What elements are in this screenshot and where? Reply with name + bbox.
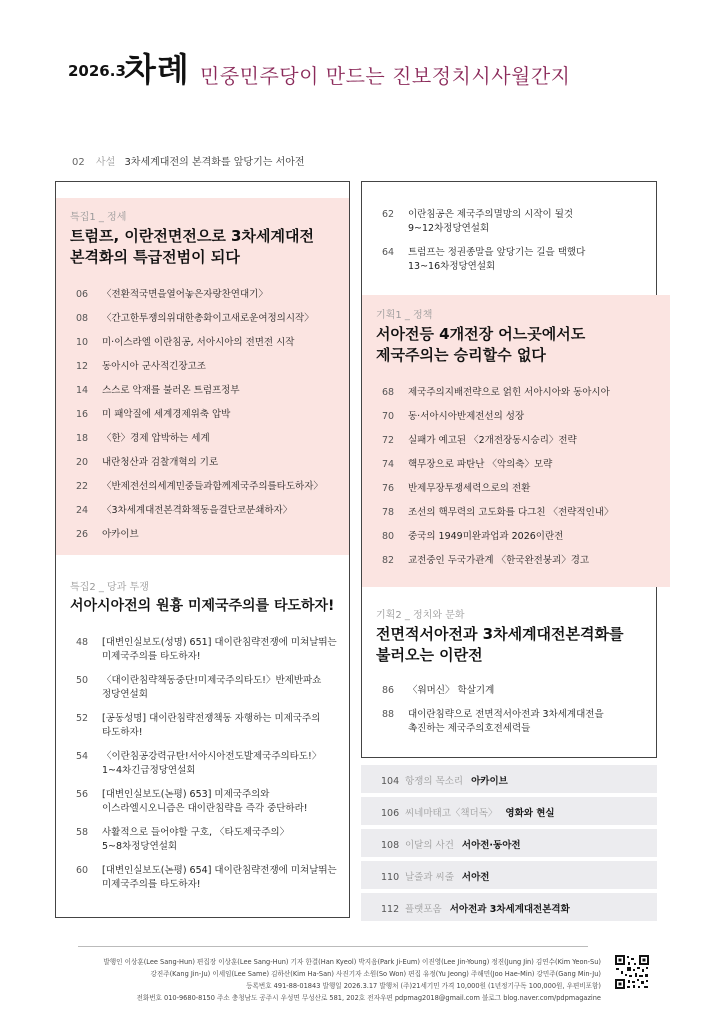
column-entry[interactable]: 110 날줄과 씨줄 서아전	[381, 872, 490, 883]
column-entry[interactable]: 112 플랫포옴 서아전과 3차세계대전본격화	[381, 904, 570, 915]
page-title: 차례	[124, 50, 190, 89]
plan1-label: 기획1 _ 정책	[376, 310, 433, 321]
special2-label: 특집2 _ 당과 투쟁	[70, 582, 149, 593]
column-entry[interactable]: 104 항쟁의 목소리 아카이브	[381, 776, 508, 787]
footer-credits-1: 발행인 이상훈(Lee Sang-Hun) 편집장 이상훈(Lee Sang-Hun) 기자 한결(Han Kyeol) 박지음(Park Ji-Eum) 이진영(Lee Jin-Young) 정진(Jung Jin) 김연수(Kim Yeon-Su)	[103, 958, 601, 966]
column-entry[interactable]: 108 이달의 사건 서아전·동아전	[381, 840, 521, 851]
editorial-page: 02	[72, 157, 85, 168]
left-panel: 특집1 _ 정세 트럼프, 이란전면전으로 3차세계대전 본격화의 특급전범이 되다 06 〈전환적국면을열어놓은자랑찬연대기〉 08 〈간고한투쟁의위대한총화이고새로운여정의시작〉 10 미·이스라엘 이란침공, 서아시아의 전면전 시작 12 동아시아 군사적긴장고조 14 스스로 악재를 불러온 트럼프정부 16 미 패악질에 세계경제위축 압박 18 〈한〉경제 압박하는 세계 20 내란청산과 검찰개혁의 기로 22 〈반제전선의세계민중들과함께제국주의를타도하자〉 24 〈3차세계대전본격화책동을결단코분쇄하자〉 26 아카이브 특집2 _ 당과 투쟁 서아시아전의 원흉 미제국주의를 타도하자! 48 [대변인실보도(성명) 651] 대이란침략전쟁에 미쳐날뛰는 미제국주의를 타도하자! 50 〈대이란침략책동중단!미제국주의타도!〉반제반파쇼 정당연설회 52 [공동성명] 대이란침략전쟁책동 자행하는 미제국주의 타도하자! 54 〈이란침공강력규탄!서아시아전도발제국주의타도!〉 1~4차긴급정당연설회 56 [대변인실보도(논평) 653] 미제국주의와 이스라엘시오니즘은 대이란침략을 즉각 중단하라! 58 사활적으로 들어야할 구호, 〈타도제국주의〉 5~8차정당연설회 60 [대변인실보도(논평) 654] 대이란침략전쟁에 미쳐날뛰는 미제국주의를 타도하자!	[55, 181, 350, 918]
footer-credits-2: 강진주(Kang Jin-Ju) 이세임(Lee Same) 김하산(Kim Ha-San) 사진기자 소원(So Won) 편집 유정(Yu Jeong) 주해민(Joo Hae-Min) 강민주(Gang Min-Ju)	[150, 970, 601, 978]
column-entry[interactable]: 106 씨네마태고〈책더독〉 영화와 현실	[381, 808, 555, 819]
qr-code-icon	[614, 954, 650, 990]
special1-label: 특집1 _ 정세	[70, 212, 127, 223]
editorial-section: 사설	[95, 157, 116, 168]
special2-headline: 서아시아전의 원흉 미제국주의를 타도하자!	[70, 598, 335, 614]
plan1-headline: 서아전등 4개전장 어느곳에서도 제국주의는 승리할수 없다	[376, 325, 586, 364]
plan2-headline: 전면적서아전과 3차세계대전본격화를 불러오는 이란전	[376, 625, 624, 664]
special1-headline: 트럼프, 이란전면전으로 3차세계대전 본격화의 특급전범이 되다	[70, 227, 314, 266]
footer-contact: 전화번호 010-9680-8150 주소 충청남도 공주시 우성면 무성산로 581, 202호 전자우편 pdpmag2018@gmail.com 블로그 blog.naver.com/pdpmagazine	[136, 994, 601, 1002]
right-panel: 62 이란침공은 제국주의멸망의 시작이 될것 9~12차정당연설회 64 트럼프는 정권종말을 앞당기는 길을 택했다 13~16차정당연설회 기획1 _ 정책 서아전등 4개전장 어느곳에서도 제국주의는 승리할수 없다 68 제국주의지배전략으로 얽힌 서아시아와 동아시아 70 동·서아시아반제전선의 성장 72 실패가 예고된 〈2개전장동시승리〉전략 74 핵무장으로 파탄난 〈악의축〉모략 76 반제무장투쟁세력으로의 전환 78 조선의 핵무력의 고도화를 다그친 〈전략적인내〉 80 중국의 1949미완과업과 2026이란전 82 교전중인 두국가관계 〈한국완전붕괴〉경고 기획2 _ 정치와 문화 전면적서아전과 3차세계대전본격화를 불러오는 이란전 86 〈워머신〉 학살기계 88 대이란침략으로 전면적서아전과 3차세계대전을 촉진하는 제국주의호전세력들	[361, 181, 657, 758]
editorial-entry[interactable]	[72, 153, 305, 168]
footer-divider	[78, 946, 588, 947]
plan2-label: 기획2 _ 정치와 문화	[376, 610, 465, 621]
footer-registration: 등록번호 491-88-01843 발행일 2026.3.17 발행처 (주)21세기민 가격 10,000원 (1년정기구독 100,000원, 우편비포함)	[246, 982, 601, 990]
issue-date: 2026.3	[68, 62, 126, 80]
magazine-tagline: 민중민주당이 만드는 진보정치시사월간지	[200, 64, 571, 88]
editorial-title: 3차세계대전의 본격화를 앞당기는 서아전	[124, 157, 305, 168]
